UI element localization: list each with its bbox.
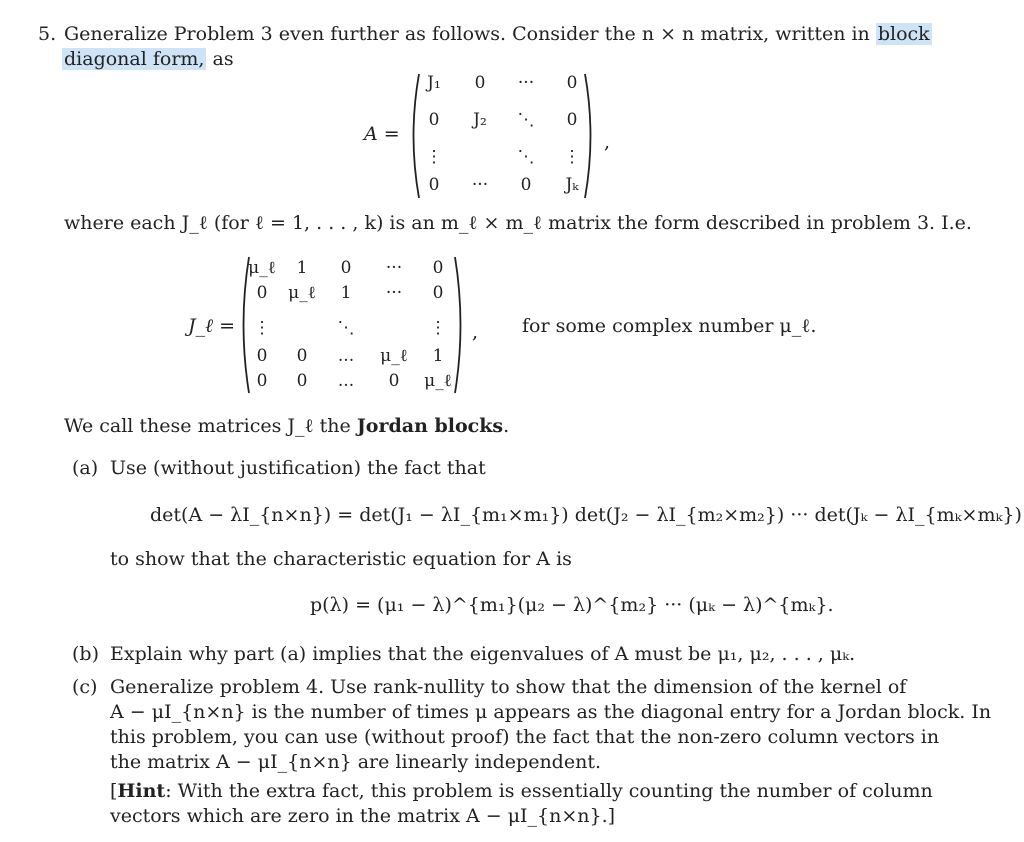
matrix-j-cell: 0	[256, 371, 268, 391]
matrix-a-cell: ···	[471, 175, 489, 195]
matrix-a-cell: ⋮	[425, 147, 443, 167]
matrix-a-cell: ⋱	[517, 110, 535, 130]
matrix-j-cell: 0	[296, 346, 308, 366]
part-c-label: (c)	[72, 676, 98, 698]
call-pre: We call these matrices J_ℓ the	[64, 415, 351, 437]
matrix-j-cell: μ_ℓ	[288, 283, 316, 303]
matrix-a-trail: ,	[604, 131, 611, 153]
matrix-a-cell: 0	[428, 110, 440, 130]
matrix-a-cell: J₂	[473, 110, 487, 130]
matrix-a-cell: 0	[428, 175, 440, 195]
matrix-j-lhs: J_ℓ =	[188, 315, 235, 337]
matrix-j-cell: μ_ℓ	[248, 258, 276, 278]
matrix-a-cell: ⋮	[563, 147, 581, 167]
matrix-j-cell: ⋱	[337, 318, 355, 338]
matrix-a-cell: 0	[520, 175, 532, 195]
part-a-text-2: to show that the characteristic equation for A is	[110, 548, 572, 570]
intro-as: as	[212, 48, 234, 70]
problem-intro-line-2	[62, 47, 234, 72]
matrix-j-cell: 0	[256, 346, 268, 366]
hint-label: Hint	[117, 780, 166, 802]
matrix-a-cell: 0	[566, 110, 578, 130]
matrix-a-cell: Jₖ	[565, 175, 579, 195]
matrix-j-cell: 0	[256, 283, 268, 303]
highlight-diagonal-form[interactable]: diagonal form,	[64, 48, 205, 70]
matrix-a-cell: J₁	[427, 73, 441, 93]
matrix-j-cell: ...	[337, 371, 355, 391]
matrix-j-cell: 1	[296, 258, 308, 278]
problem-number: 5.	[38, 23, 57, 45]
matrix-a-cell: 0	[474, 73, 486, 93]
matrix-a-cell: 0	[566, 73, 578, 93]
matrix-j-cell: 1	[432, 346, 444, 366]
jordan-call-line	[64, 414, 509, 439]
matrix-j-cell: 0	[340, 258, 352, 278]
matrix-j-cell: ⋮	[253, 318, 271, 338]
matrix-j-cell: 0	[296, 371, 308, 391]
matrix-j-cell: ⋮	[429, 318, 447, 338]
matrix-j-cell: 0	[432, 258, 444, 278]
matrix-j-cell: ...	[337, 346, 355, 366]
intro-text: Generalize Problem 3 even further as follows. Consider the n × n matrix, written in	[64, 23, 870, 45]
jordan-blocks-term: Jordan blocks	[356, 415, 504, 437]
matrix-a-cell: ⋱	[517, 147, 535, 167]
matrix-j-cell: μ_ℓ	[424, 371, 452, 391]
matrix-a-cell: ···	[517, 73, 535, 93]
matrix-a-lhs: A =	[364, 123, 400, 145]
part-c-hint-line-2: vectors which are zero in the matrix A − μI_{n×n}.]	[110, 805, 616, 827]
part-a-equation: det(A − λI_{n×n}) = det(J₁ − λI_{m₁×m₁}) det(J₂ − λI_{m₂×m₂}) ··· det(Jₖ − λI_{mₖ×mₖ})	[150, 504, 1022, 526]
part-b-label: (b)	[72, 643, 99, 665]
matrix-j-cell: 0	[388, 371, 400, 391]
matrix-j-cell: μ_ℓ	[380, 346, 408, 366]
part-c-hint-line-1: [Hint: With the extra fact, this problem is essentially counting the number of column	[110, 780, 933, 802]
part-a-text: Use (without justification) the fact that	[110, 457, 486, 479]
part-c-line-1: Generalize problem 4. Use rank-nullity to show that the dimension of the kernel of	[110, 676, 907, 698]
part-b-text: Explain why part (a) implies that the eigenvalues of A must be μ₁, μ₂, . . . , μₖ.	[110, 643, 856, 665]
matrix-j-cell: 0	[432, 283, 444, 303]
part-c-line-3: this problem, you can use (without proof) the fact that the non-zero column vectors in	[110, 726, 940, 748]
call-post: .	[503, 415, 510, 437]
matrix-j-cell: ···	[385, 283, 403, 303]
part-a-label: (a)	[72, 457, 99, 479]
problem-intro-line	[64, 22, 932, 47]
part-c-line-4: the matrix A − μI_{n×n} are linearly independent.	[110, 751, 602, 773]
matrix-j-side-note: for some complex number μ_ℓ.	[522, 315, 817, 337]
part-a-equation-2: p(λ) = (μ₁ − λ)^{m₁}(μ₂ − λ)^{m₂} ··· (μₖ − λ)^{mₖ}.	[310, 594, 834, 616]
matrix-j-cell: ···	[385, 258, 403, 278]
matrix-j-trail: ,	[472, 321, 479, 343]
where-line: where each J_ℓ (for ℓ = 1, . . . , k) is an m_ℓ × m_ℓ matrix the form described in problem 3. I.e.	[64, 212, 972, 234]
matrix-j-cell: 1	[340, 283, 352, 303]
part-c-line-2: A − μI_{n×n} is the number of times μ appears as the diagonal entry for a Jordan block. In	[110, 701, 992, 723]
highlight-block[interactable]: block	[877, 23, 930, 45]
hint-text-1: With the extra fact, this problem is essentially counting the number of column	[177, 780, 933, 802]
